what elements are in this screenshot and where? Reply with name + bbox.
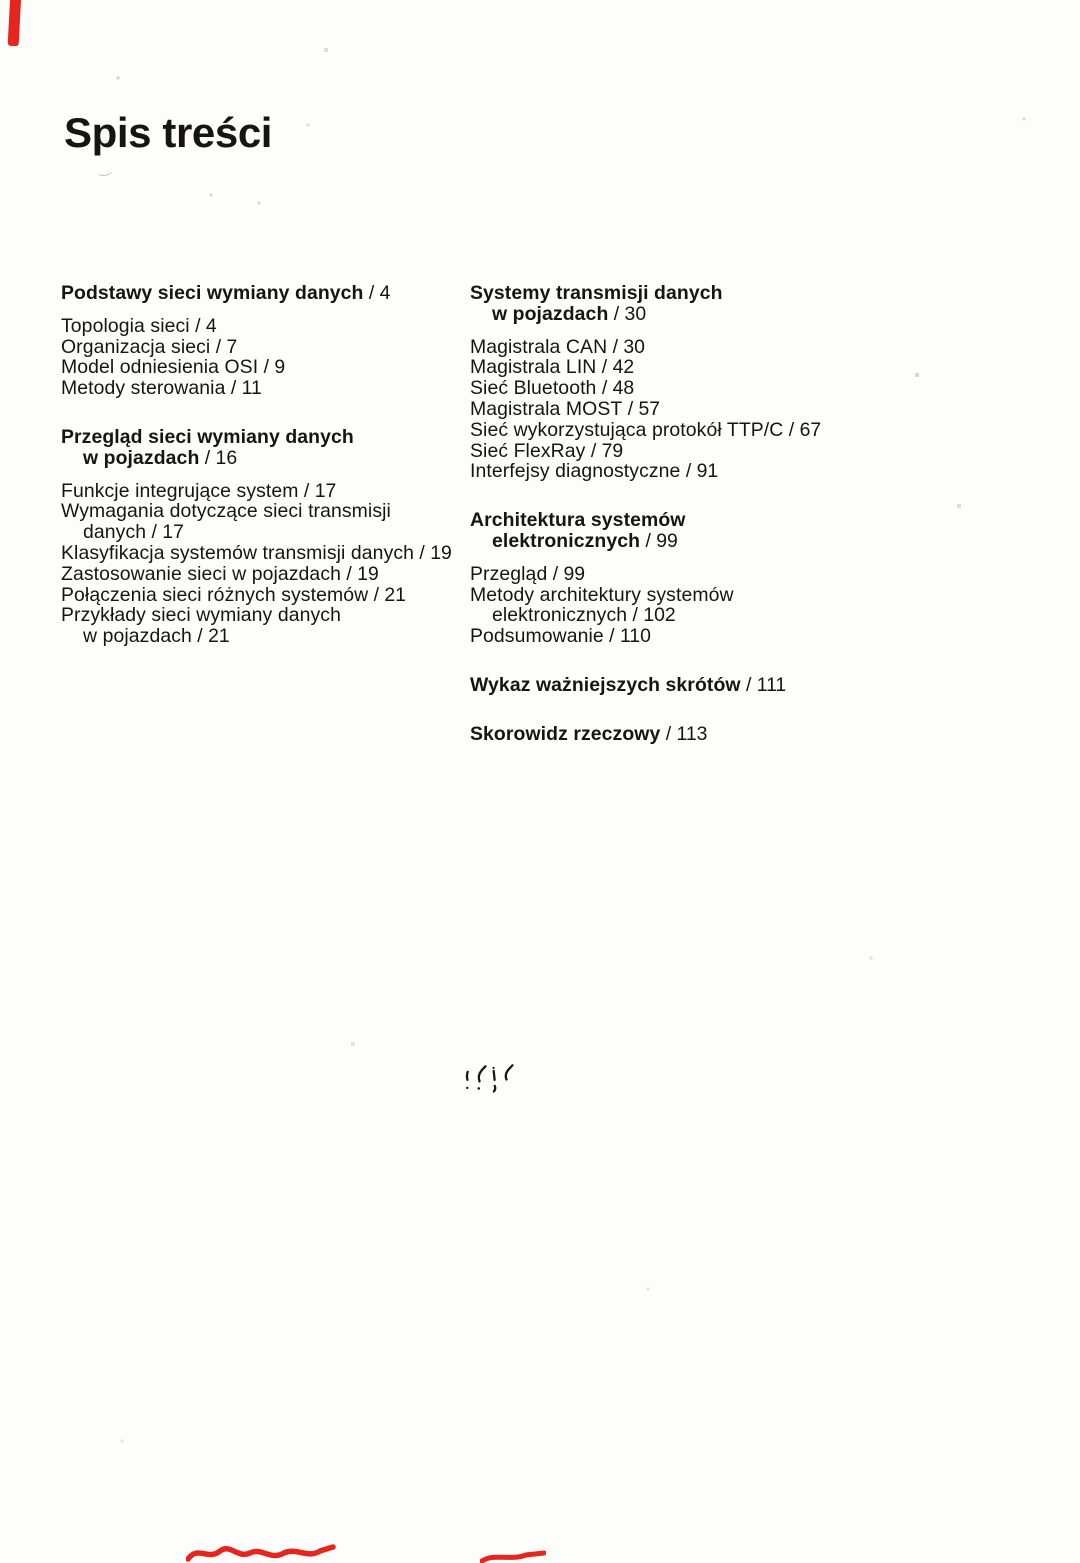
red-pen-scribble-bottom-left: [186, 1542, 336, 1563]
entry-label: Interfejsy diagnostyczne: [470, 460, 681, 483]
toc-item-line: [61, 564, 467, 585]
entry-label: w pojazdach: [83, 625, 192, 648]
toc-item-line: [470, 585, 900, 606]
entry-label: Organizacja sieci: [61, 335, 211, 358]
toc-item-line: [61, 543, 467, 564]
entry-label: Zastosowanie sieci w pojazdach: [61, 562, 341, 585]
ink-smudge: [460, 1064, 523, 1096]
entry-page-number: / 21: [191, 625, 230, 648]
entry-page-number: / 30: [607, 335, 645, 358]
entry-page-number: / 102: [627, 604, 676, 627]
entry-label: Skorowidz rzeczowy: [470, 722, 661, 745]
entry-label: Magistrala LIN: [470, 356, 597, 379]
entry-label: Podstawy sieci wymiany danych: [61, 282, 364, 304]
entry-page-number: / 113: [660, 722, 708, 745]
toc-heading-line: [61, 448, 467, 469]
entry-page-number: / 21: [368, 583, 406, 606]
toc-heading-line: [61, 283, 467, 304]
entry-label: Wykaz ważniejszych skrótów: [470, 673, 741, 696]
entry-page-number: / 30: [608, 302, 647, 325]
toc-item-line: [470, 357, 900, 378]
toc-section-heading: [470, 724, 900, 745]
toc-section: [470, 510, 900, 647]
entry-page-number: / 4: [189, 314, 217, 337]
page-title: Spis treści: [64, 109, 273, 156]
entry-label: Sieć Bluetooth: [470, 377, 597, 400]
scan-noise-specks: [0, 0, 2, 2]
entry-label: Topologia sieci: [61, 314, 190, 337]
toc-item-line: [61, 357, 467, 378]
entry-label: Systemy transmisji danych: [470, 282, 723, 304]
entry-page-number: / 17: [146, 521, 184, 544]
entry-page-number: / 48: [596, 377, 635, 400]
toc-column-left: [61, 283, 467, 647]
entry-label: Metody sterowania: [61, 377, 226, 400]
entry-label: Sieć wykorzystująca protokół TTP/C: [470, 418, 784, 441]
toc-item-line: [61, 522, 467, 543]
toc-heading-line: [470, 724, 900, 745]
entry-label: Połączenia sieci różnych systemów: [61, 583, 369, 606]
toc-item-line: [61, 626, 467, 647]
toc-item-list: [470, 564, 900, 647]
entry-label: Przegląd: [470, 562, 548, 585]
entry-page-number: / 99: [547, 562, 586, 585]
toc-section-heading: [470, 510, 900, 552]
entry-page-number: / 57: [622, 397, 661, 420]
toc-item-line: [470, 605, 900, 626]
toc-item-line: [470, 378, 900, 399]
toc-section-heading: [61, 283, 467, 304]
entry-page-number: / 19: [341, 562, 379, 585]
toc-item-list: [61, 481, 467, 647]
entry-page-number: / 91: [680, 460, 719, 483]
entry-label: Model odniesienia OSI: [61, 356, 259, 379]
entry-label: Sieć FlexRay: [470, 439, 586, 462]
toc-item-line: [470, 441, 900, 462]
toc-section-heading: [470, 283, 900, 325]
toc-column-right: [470, 283, 900, 745]
entry-page-number: / 16: [199, 446, 238, 469]
entry-page-number: / 79: [585, 439, 624, 462]
toc-section: [470, 675, 900, 696]
red-pen-mark-top-left: [8, 0, 22, 46]
toc-item-line: [470, 337, 900, 358]
entry-page-number: / 19: [414, 541, 452, 564]
entry-label: Metody architektury systemów: [470, 583, 734, 606]
entry-page-number: / 67: [783, 418, 822, 441]
entry-page-number: / 17: [298, 479, 337, 502]
entry-page-number: / 111: [740, 673, 787, 696]
toc-item-line: [470, 461, 900, 482]
toc-item-list: [61, 316, 467, 399]
entry-label: Funkcje integrujące system: [61, 479, 299, 502]
toc-section-heading: [470, 675, 900, 696]
entry-label: Przykłady sieci wymiany danych: [61, 604, 341, 627]
entry-page-number: / 9: [258, 356, 286, 379]
toc-item-line: [61, 585, 467, 606]
toc-heading-line: [470, 304, 900, 325]
toc-section: [61, 283, 467, 399]
toc-heading-line: [470, 675, 900, 696]
toc-item-line: [61, 501, 467, 522]
entry-label: Magistrala CAN: [470, 335, 608, 358]
toc-section: [470, 283, 900, 482]
toc-item-line: [61, 605, 467, 626]
entry-label: Klasyfikacja systemów transmisji danych: [61, 541, 415, 564]
toc-heading-line: [470, 510, 900, 531]
entry-label: Architektura systemów: [470, 509, 686, 532]
toc-heading-line: [470, 283, 900, 304]
entry-label: elektronicznych: [492, 604, 628, 627]
entry-page-number: / 4: [363, 282, 391, 304]
toc-item-line: [470, 420, 900, 441]
entry-label: Wymagania dotyczące sieci transmisji: [61, 500, 391, 523]
entry-page-number: / 7: [210, 335, 238, 358]
toc-section: [470, 724, 900, 745]
toc-section: [61, 427, 467, 647]
toc-item-line: [61, 316, 467, 337]
entry-label: danych: [83, 521, 147, 544]
toc-item-line: [470, 626, 900, 647]
toc-heading-line: [61, 427, 467, 448]
entry-label: w pojazdach: [492, 302, 609, 325]
toc-item-line: [61, 378, 467, 399]
toc-item-line: [470, 564, 900, 585]
scan-curl-mark: [95, 164, 114, 178]
toc-heading-line: [470, 531, 900, 552]
toc-item-list: [470, 337, 900, 483]
toc-item-line: [470, 399, 900, 420]
entry-page-number: / 42: [596, 356, 635, 379]
toc-section-heading: [61, 427, 467, 469]
entry-label: Magistrala MOST: [470, 397, 623, 420]
toc-item-line: [61, 481, 467, 502]
entry-label: Podsumowanie: [470, 625, 604, 648]
entry-page-number: / 99: [640, 529, 678, 552]
entry-label: Przegląd sieci wymiany danych: [61, 425, 354, 448]
entry-page-number: / 11: [225, 377, 262, 400]
toc-item-line: [61, 337, 467, 358]
entry-label: elektronicznych: [492, 529, 641, 552]
entry-page-number: / 110: [603, 625, 651, 648]
red-pen-scribble-bottom-center: [480, 1550, 546, 1563]
entry-label: w pojazdach: [83, 446, 200, 469]
